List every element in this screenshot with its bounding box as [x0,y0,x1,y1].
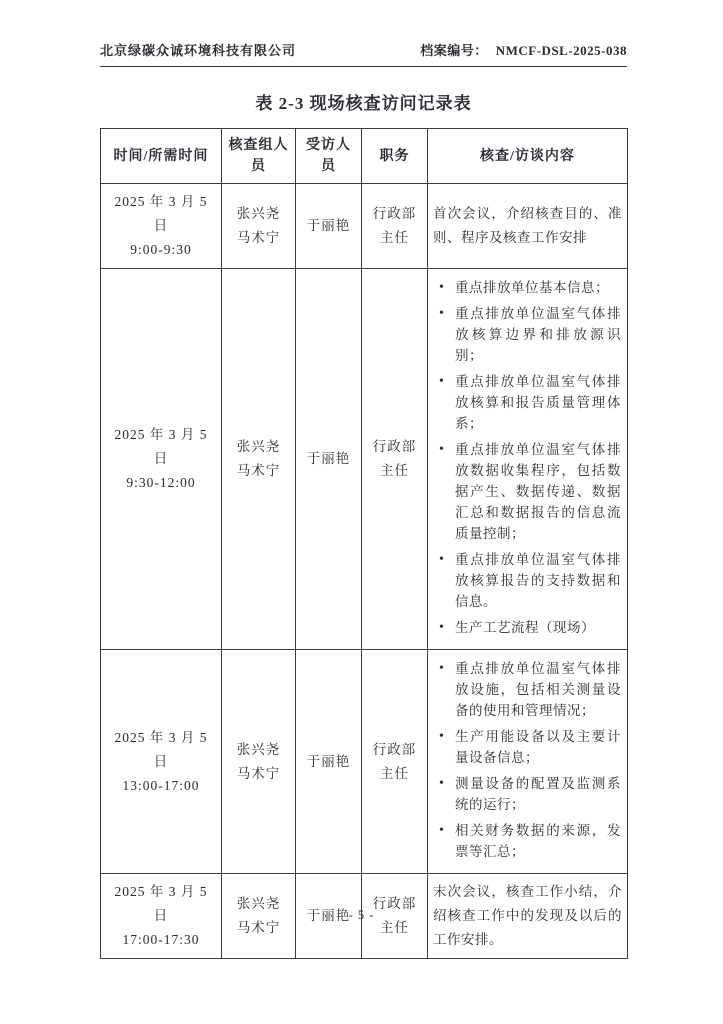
verifiers-cell [222,269,296,650]
verifiers-cell-line: 张兴尧 [236,206,281,221]
table-row [101,269,628,650]
content-cell [428,269,628,650]
content-bullet-list [434,277,621,638]
archive-number-group [420,40,627,59]
content-bullet-item: • 生产工艺流程（现场） [434,617,621,638]
verifiers-cell-line: 张兴尧 [236,741,281,757]
position-cell [362,184,428,269]
interviewee-cell [296,269,362,650]
time-cell [101,184,222,269]
content-bullet-item: • 测量设备的配置及监测系统的运行； [434,773,621,815]
column-header-0: 时间/所需时间 [101,129,222,184]
verifiers-cell-line: 马术宁 [236,765,281,781]
content-bullet-item: • 重点排放单位温室气体排放核算边界和排放源识别； [434,303,621,366]
position-cell-line: 主任 [380,230,409,245]
position-cell [362,269,428,650]
content-bullet-item: • 重点排放单位温室气体排放核算报告的支持数据和信息。 [434,549,621,612]
visit-record-table [100,128,628,959]
interviewee-cell-line: 于丽艳 [306,218,351,233]
verifiers-cell-line: 马术宁 [236,463,281,478]
time-cell-line: 9:30-12:00 [126,475,196,490]
time-cell-line: 2025 年 3 月 5 日 [114,194,208,233]
verifiers-cell-line: 张兴尧 [236,896,281,911]
column-header-4: 核查/访谈内容 [428,129,628,184]
content-bullet-item: • 重点排放单位基本信息； [434,277,621,298]
interviewee-cell-line: 于丽艳 [306,753,351,769]
position-cell-line: 行政部 [372,206,417,221]
position-cell-line: 行政部 [372,741,417,757]
column-header-1: 核查组人员 [222,129,296,184]
time-cell-line: 9:00-9:30 [130,242,192,257]
verifiers-cell-line: 张兴尧 [236,439,281,454]
column-header-3: 职务 [362,129,428,184]
position-cell-line: 主任 [380,765,409,781]
content-cell: 首次会议，介绍核查目的、准则、程序及核查工作安排 [428,184,628,269]
position-cell-line: 行政部 [372,896,417,911]
position-cell [362,650,428,874]
content-cell: 末次会议，核查工作小结，介绍核查工作中的发现及以后的工作安排。 [428,874,628,959]
time-cell-line: 2025 年 3 月 5 日 [114,427,208,466]
archive-number: NMCF-DSL-2025-038 [495,43,627,58]
table-row [101,184,628,269]
table-title: 表 2-3 现场核查访问记录表 [255,94,472,113]
page-number: - 5 - [348,908,375,922]
content-bullet-item: • 重点排放单位温室气体排放设施，包括相关测量设备的使用和管理情况； [434,658,621,721]
verifiers-cell-line: 马术宁 [236,230,281,245]
verifiers-cell-line: 马术宁 [236,920,281,935]
time-cell [101,269,222,650]
time-cell-line: 17:00-17:30 [122,932,200,947]
interviewee-cell [296,184,362,269]
content-bullet-item: • 生产用能设备以及主要计量设备信息； [434,726,621,768]
position-cell-line: 主任 [380,463,409,478]
time-cell [101,650,222,874]
content-bullet-list [434,658,621,862]
company-name: 北京绿碳众诚环境科技有限公司 [100,43,297,58]
content-bullet-item: • 相关财务数据的来源，发票等汇总； [434,820,621,862]
column-header-2: 受访人员 [296,129,362,184]
table-row [101,650,628,874]
content-cell [428,650,628,874]
table-header-row [101,129,628,184]
interviewee-cell-line: 于丽艳 [306,908,351,923]
content-bullet-item: • 重点排放单位温室气体排放数据收集程序，包括数据产生、数据传递、数据汇总和数据报告的信息流质量控制； [434,439,621,544]
position-cell-line: 行政部 [372,439,417,454]
time-cell-line: 2025 年 3 月 5 日 [114,884,208,923]
archive-label: 档案编号： [420,43,488,58]
verifiers-cell [222,184,296,269]
interviewee-cell [296,650,362,874]
time-cell-line: 2025 年 3 月 5 日 [114,729,208,769]
position-cell-line: 主任 [380,920,409,935]
verifiers-cell [222,650,296,874]
document-header [100,40,627,67]
interviewee-cell-line: 于丽艳 [306,451,351,466]
page-footer [0,908,723,923]
time-cell-line: 13:00-17:00 [122,777,200,793]
page-content [100,40,627,959]
content-bullet-item: • 重点排放单位温室气体排放核算和报告质量管理体系； [434,371,621,434]
